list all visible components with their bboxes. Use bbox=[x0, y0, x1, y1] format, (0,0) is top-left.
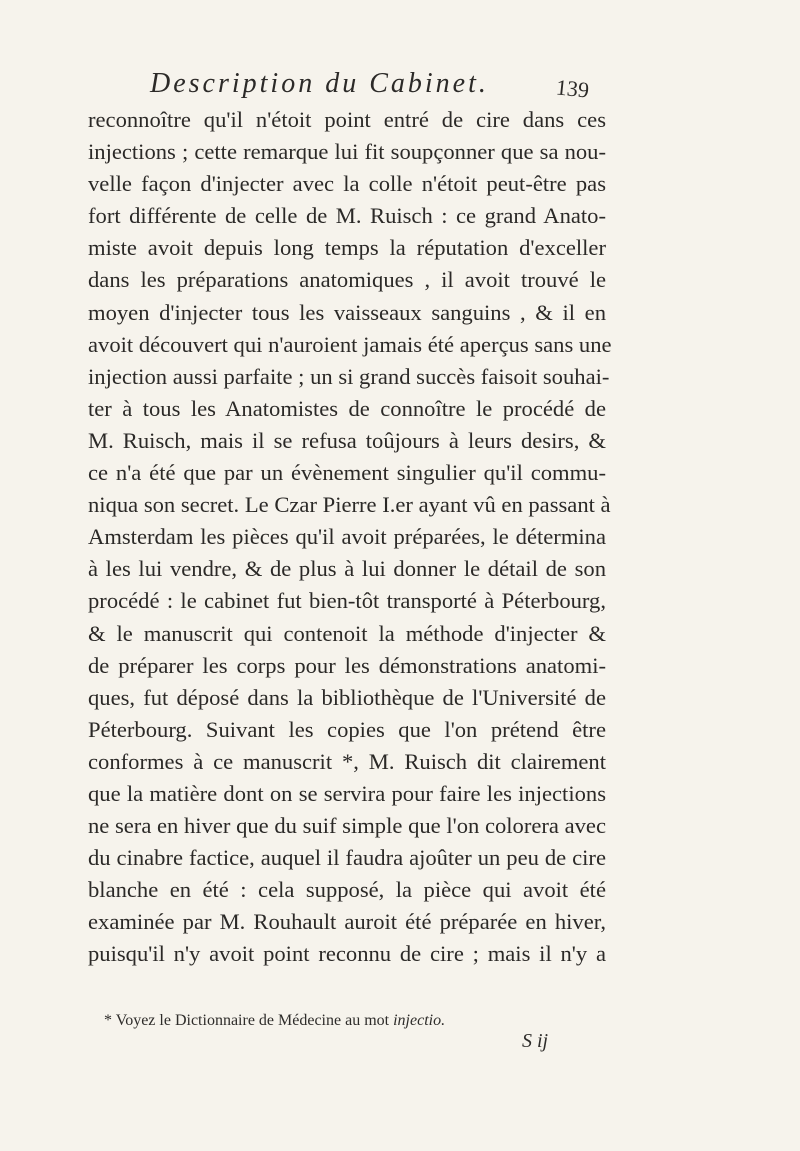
text-line: ter à tous les Anatomistes de connoître le procédé de bbox=[88, 395, 606, 421]
text-line: fort différente de celle de M. Ruisch : ce grand Anato- bbox=[88, 203, 606, 229]
body-text bbox=[88, 104, 612, 971]
text-line: examinée par M. Rouhault auroit été préparée en hiver, bbox=[88, 909, 606, 935]
text-line: procédé : le cabinet fut bien-tôt transporté à Péterbourg, bbox=[88, 588, 606, 614]
running-head: Description du Cabinet. bbox=[150, 68, 489, 99]
text-line: ce n'a été que par un évènement singulier qu'il commu- bbox=[88, 460, 606, 486]
text-line: injections ; cette remarque lui fit soupçonner que sa nou- bbox=[88, 139, 606, 165]
text-line: Amsterdam les pièces qu'il avoit préparées, le détermina bbox=[88, 524, 606, 550]
text-line: moyen d'injecter tous les vaisseaux sanguins , & il en bbox=[88, 299, 606, 325]
text-line: avoit découvert qui n'auroient jamais été aperçus sans une bbox=[88, 331, 612, 357]
footnote-text: * Voyez le Dictionnaire de Médecine au mot bbox=[104, 1012, 390, 1029]
text-line: de préparer les corps pour les démonstrations anatomi- bbox=[88, 652, 606, 678]
text-line: du cinabre factice, auquel il faudra ajoûter un peu de cire bbox=[88, 845, 606, 871]
text-line: blanche en été : cela supposé, la pièce qui avoit été bbox=[88, 877, 606, 903]
text-line: puisqu'il n'y avoit point reconnu de cire ; mais il n'y a bbox=[88, 941, 606, 967]
text-line: dans les préparations anatomiques , il avoit trouvé le bbox=[88, 267, 606, 293]
text-line: M. Ruisch, mais il se refusa toûjours à leurs desirs, & bbox=[88, 427, 606, 453]
text-line: reconnoître qu'il n'étoit point entré de cire dans ces bbox=[88, 107, 606, 132]
text-line: miste avoit depuis long temps la réputation d'exceller bbox=[88, 235, 606, 261]
text-line: ques, fut déposé dans la bibliothèque de l'Université de bbox=[88, 684, 606, 710]
text-line: ne sera en hiver que du suif simple que l'on colorera avec bbox=[88, 813, 606, 839]
footnote bbox=[104, 1012, 445, 1030]
signature-mark: S ij bbox=[522, 1030, 549, 1052]
footnote-term: injectio. bbox=[393, 1012, 446, 1029]
text-line: à les lui vendre, & de plus à lui donner le détail de son bbox=[88, 556, 606, 582]
text-line: velle façon d'injecter avec la colle n'étoit peut-être pas bbox=[88, 171, 606, 197]
text-line: conformes à ce manuscrit *, M. Ruisch dit clairement bbox=[88, 748, 606, 774]
text-line: & le manuscrit qui contenoit la méthode d'injecter & bbox=[88, 620, 606, 646]
text-line: Péterbourg. Suivant les copies que l'on prétend être bbox=[88, 716, 606, 742]
text-line: que la matière dont on se servira pour faire les injections bbox=[88, 780, 606, 806]
text-line: niqua son secret. Le Czar Pierre I.er ayant vû en passant à bbox=[88, 492, 611, 518]
text-line: injection aussi parfaite ; un si grand succès faisoit souhai- bbox=[88, 363, 610, 389]
page-number: 139 bbox=[554, 74, 591, 103]
